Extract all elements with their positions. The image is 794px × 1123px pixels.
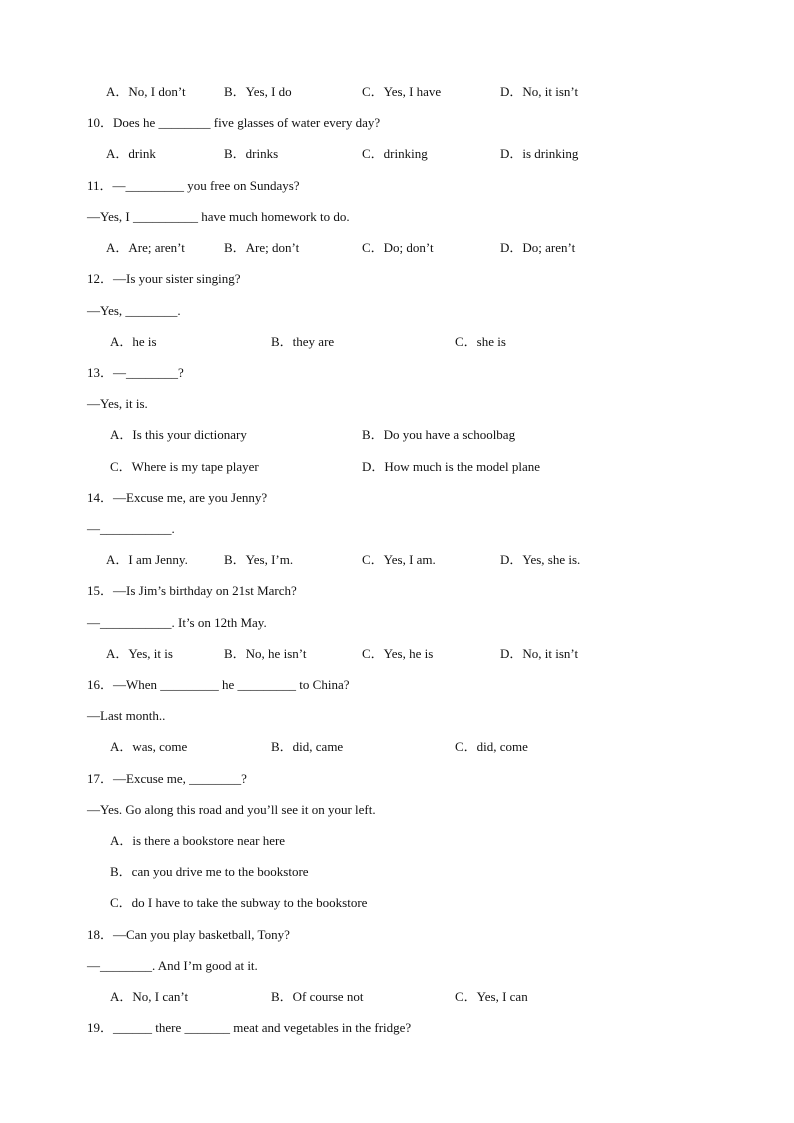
answer-option: A．Yes, it is — [106, 646, 173, 661]
answer-option: A．was, come — [110, 739, 188, 754]
question-line: —___________. — [87, 521, 175, 536]
question-line: 12．—Is your sister singing? — [87, 271, 241, 286]
answer-option: C．Yes, I am. — [362, 552, 436, 567]
answer-option: A．he is — [110, 334, 157, 349]
answer-option: B．Are; don’t — [224, 240, 300, 255]
question-line: 18．—Can you play basketball, Tony? — [87, 927, 290, 942]
answer-option: B．Do you have a schoolbag — [362, 427, 516, 442]
answer-option: B．Yes, I’m. — [224, 552, 294, 567]
answer-option: A．Are; aren’t — [106, 240, 185, 255]
question-line: —Yes, I __________ have much homework to do. — [87, 209, 350, 224]
answer-option: B．Yes, I do — [224, 84, 292, 99]
question-line: 17．—Excuse me, ________? — [87, 771, 247, 786]
question-line: 11．—_________ you free on Sundays? — [87, 178, 300, 193]
answer-option: A．drink — [106, 146, 156, 161]
question-line: 14．—Excuse me, are you Jenny? — [87, 490, 268, 505]
answer-option: C．do I have to take the subway to the bookstore — [110, 895, 368, 910]
answer-option: A．I am Jenny. — [106, 552, 188, 567]
question-line: —________. And I’m good at it. — [87, 958, 258, 973]
answer-option: D．How much is the model plane — [362, 459, 540, 474]
answer-option: A．No, I don’t — [106, 84, 186, 99]
answer-option: B．Of course not — [271, 989, 364, 1004]
answer-option: A．Is this your dictionary — [110, 427, 247, 442]
question-line: 10．Does he ________ five glasses of water every day? — [87, 115, 381, 130]
answer-option: B．drinks — [224, 146, 279, 161]
question-line: 13．—________? — [87, 365, 184, 380]
answer-option: B．they are — [271, 334, 335, 349]
answer-option: C．drinking — [362, 146, 428, 161]
answer-option: C．did, come — [455, 739, 528, 754]
answer-option: C．she is — [455, 334, 506, 349]
question-line: —Yes, it is. — [87, 396, 148, 411]
question-line: —___________. It’s on 12th May. — [87, 615, 267, 630]
answer-option: D．is drinking — [500, 146, 579, 161]
answer-option: D．Do; aren’t — [500, 240, 576, 255]
answer-option: A．is there a bookstore near here — [110, 833, 286, 848]
question-line: —Yes. Go along this road and you’ll see it on your left. — [87, 802, 376, 817]
question-line: 19．______ there _______ meat and vegetables in the fridge? — [87, 1020, 412, 1035]
answer-option: C．Where is my tape player — [110, 459, 259, 474]
answer-option: D．No, it isn’t — [500, 646, 579, 661]
answer-option: D．No, it isn’t — [500, 84, 579, 99]
question-line: —Yes, ________. — [87, 303, 181, 318]
answer-option: B．can you drive me to the bookstore — [110, 864, 309, 879]
answer-option: B．No, he isn’t — [224, 646, 307, 661]
answer-option: C．Yes, I can — [455, 989, 528, 1004]
answer-option: C．Do; don’t — [362, 240, 434, 255]
answer-option: B．did, came — [271, 739, 344, 754]
answer-option: D．Yes, she is. — [500, 552, 581, 567]
question-line: 15．—Is Jim’s birthday on 21st March? — [87, 583, 297, 598]
answer-option: C．Yes, I have — [362, 84, 442, 99]
question-line: 16．—When _________ he _________ to China? — [87, 677, 350, 692]
question-line: —Last month.. — [87, 708, 166, 723]
answer-option: C．Yes, he is — [362, 646, 434, 661]
answer-option: A．No, I can’t — [110, 989, 189, 1004]
